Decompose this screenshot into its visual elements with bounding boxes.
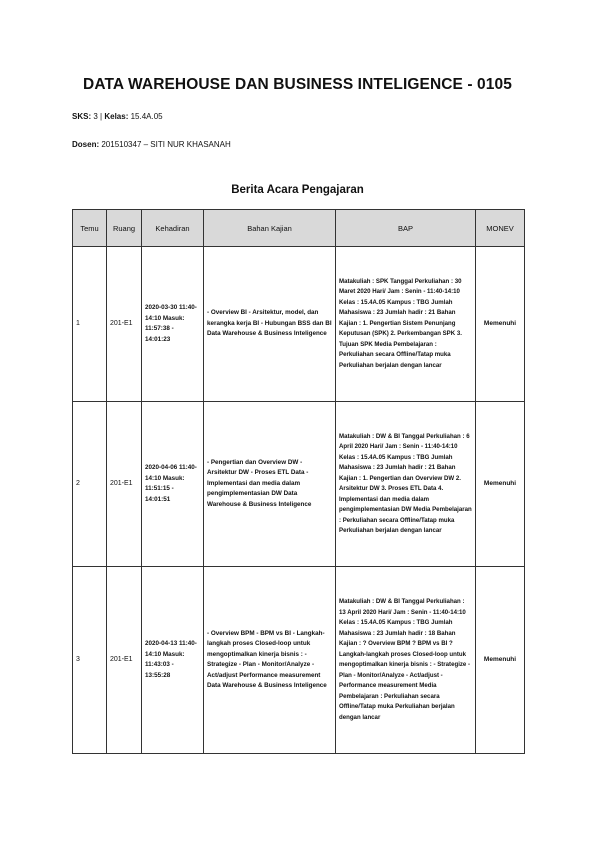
cell-temu: 1: [73, 247, 107, 402]
dosen-label: Dosen:: [72, 140, 100, 149]
header-kehadiran: Kehadiran: [142, 210, 204, 247]
dosen-line: [72, 140, 231, 149]
section-title: Berita Acara Pengajaran: [231, 184, 364, 196]
sks-label: SKS:: [72, 112, 92, 121]
dosen-value: 201510347 – SITI NUR KHASANAH: [101, 140, 231, 149]
sks-value: 3: [93, 112, 98, 121]
cell-bahan-kajian: - Overview BI - Arsitektur, model, dan kerangka kerja BI - Hubungan BSS dan BI Data Warehouse & Business Inteligence: [204, 247, 336, 402]
cell-monev: Memenuhi: [476, 247, 525, 402]
header-ruang: Ruang: [107, 210, 142, 247]
cell-ruang: 201-E1: [107, 402, 142, 567]
cell-ruang: 201-E1: [107, 567, 142, 754]
cell-monev: Memenuhi: [476, 402, 525, 567]
header-temu: Temu: [73, 210, 107, 247]
cell-bap: Matakuliah : DW & BI Tanggal Perkuliahan : 6 April 2020 Hari/ Jam : Senin - 11:40-14:10 Kelas : 15.4A.05 Kampus : TBG Jumlah Mahasiswa : 23 Jumlah hadir : 21 Bahan Kajian : 1. Pengertian dan Overview DW 2. Arsitektur DW 3. Proses ETL Data 4. Implementasi dan media dalam pengimplementasian DW Media Pembelajaran : Perkuliahan secara Offline/Tatap muka Perkuliahan berjalan dengan lancar: [336, 402, 476, 567]
cell-kehadiran: 2020-04-06 11:40-14:10 Masuk: 11:51:15 - 14:01:51: [142, 402, 204, 567]
table-row: [73, 402, 525, 567]
header-bap: BAP: [336, 210, 476, 247]
kelas-value: 15.4A.05: [130, 112, 163, 121]
cell-bap: Matakuliah : SPK Tanggal Perkuliahan : 30 Maret 2020 Hari/ Jam : Senin - 11:40-14:10 Kelas : 15.4A.05 Kampus : TBG Jumlah Mahasiswa : 23 Jumlah hadir : 21 Bahan Kajian : 1. Pengertian Sistem Penunjang Keputusan (SPK) 2. Perkembangan SPK 3. Tujuan SPK Media Pembelajaran : Perkuliahan secara Offline/Tatap muka Perkuliahan berjalan dengan lancar: [336, 247, 476, 402]
cell-temu: 2: [73, 402, 107, 567]
cell-ruang: 201-E1: [107, 247, 142, 402]
document-title: DATA WAREHOUSE DAN BUSINESS INTELIGENCE - 0105: [83, 76, 512, 93]
cell-bahan-kajian: - Overview BPM - BPM vs BI - Langkah-langkah proses Closed-loop untuk mengoptimalkan kinerja bisnis : - Strategize - Plan - Monitor/Analyze - Act/adjust Performance measurement Data Warehouse & Business Inteligence: [204, 567, 336, 754]
sks-kelas-line: SKS: 3 | Kelas: 15.4A.05: [72, 112, 163, 121]
header-monev: MONEV: [476, 210, 525, 247]
table-row: [73, 247, 525, 402]
bap-table: [72, 209, 525, 754]
table-row: [73, 567, 525, 754]
cell-kehadiran: 2020-03-30 11:40-14:10 Masuk: 11:57:38 - 14:01:23: [142, 247, 204, 402]
kelas-label: Kelas:: [104, 112, 129, 121]
cell-kehadiran: 2020-04-13 11:40-14:10 Masuk: 11:43:03 - 13:55:28: [142, 567, 204, 754]
cell-bap: Matakuliah : DW & BI Tanggal Perkuliahan : 13 April 2020 Hari/ Jam : Senin - 11:40-14:10 Kelas : 15.4A.05 Kampus : TBG Jumlah Mahasiswa : 23 Jumlah hadir : 18 Bahan Kajian : ? Overview BPM ? BPM vs BI ? Langkah-langkah proses Closed-loop untuk mengoptimalkan kinerja bisnis : - Strategize - Plan - Monitor/Analyze - Act/adjust - Performance measurement Media Pembelajaran : Perkuliahan secara Offline/Tatap muka Perkuliahan berjalan dengan lancar: [336, 567, 476, 754]
table-header-row: [73, 210, 525, 247]
header-bahan-kajian: Bahan Kajian: [204, 210, 336, 247]
cell-temu: 3: [73, 567, 107, 754]
cell-bahan-kajian: - Pengertian dan Overview DW - Arsitektur DW - Proses ETL Data - Implementasi dan media dalam pengimplementasian DW Data Warehouse & Business Inteligence: [204, 402, 336, 567]
cell-monev: Memenuhi: [476, 567, 525, 754]
